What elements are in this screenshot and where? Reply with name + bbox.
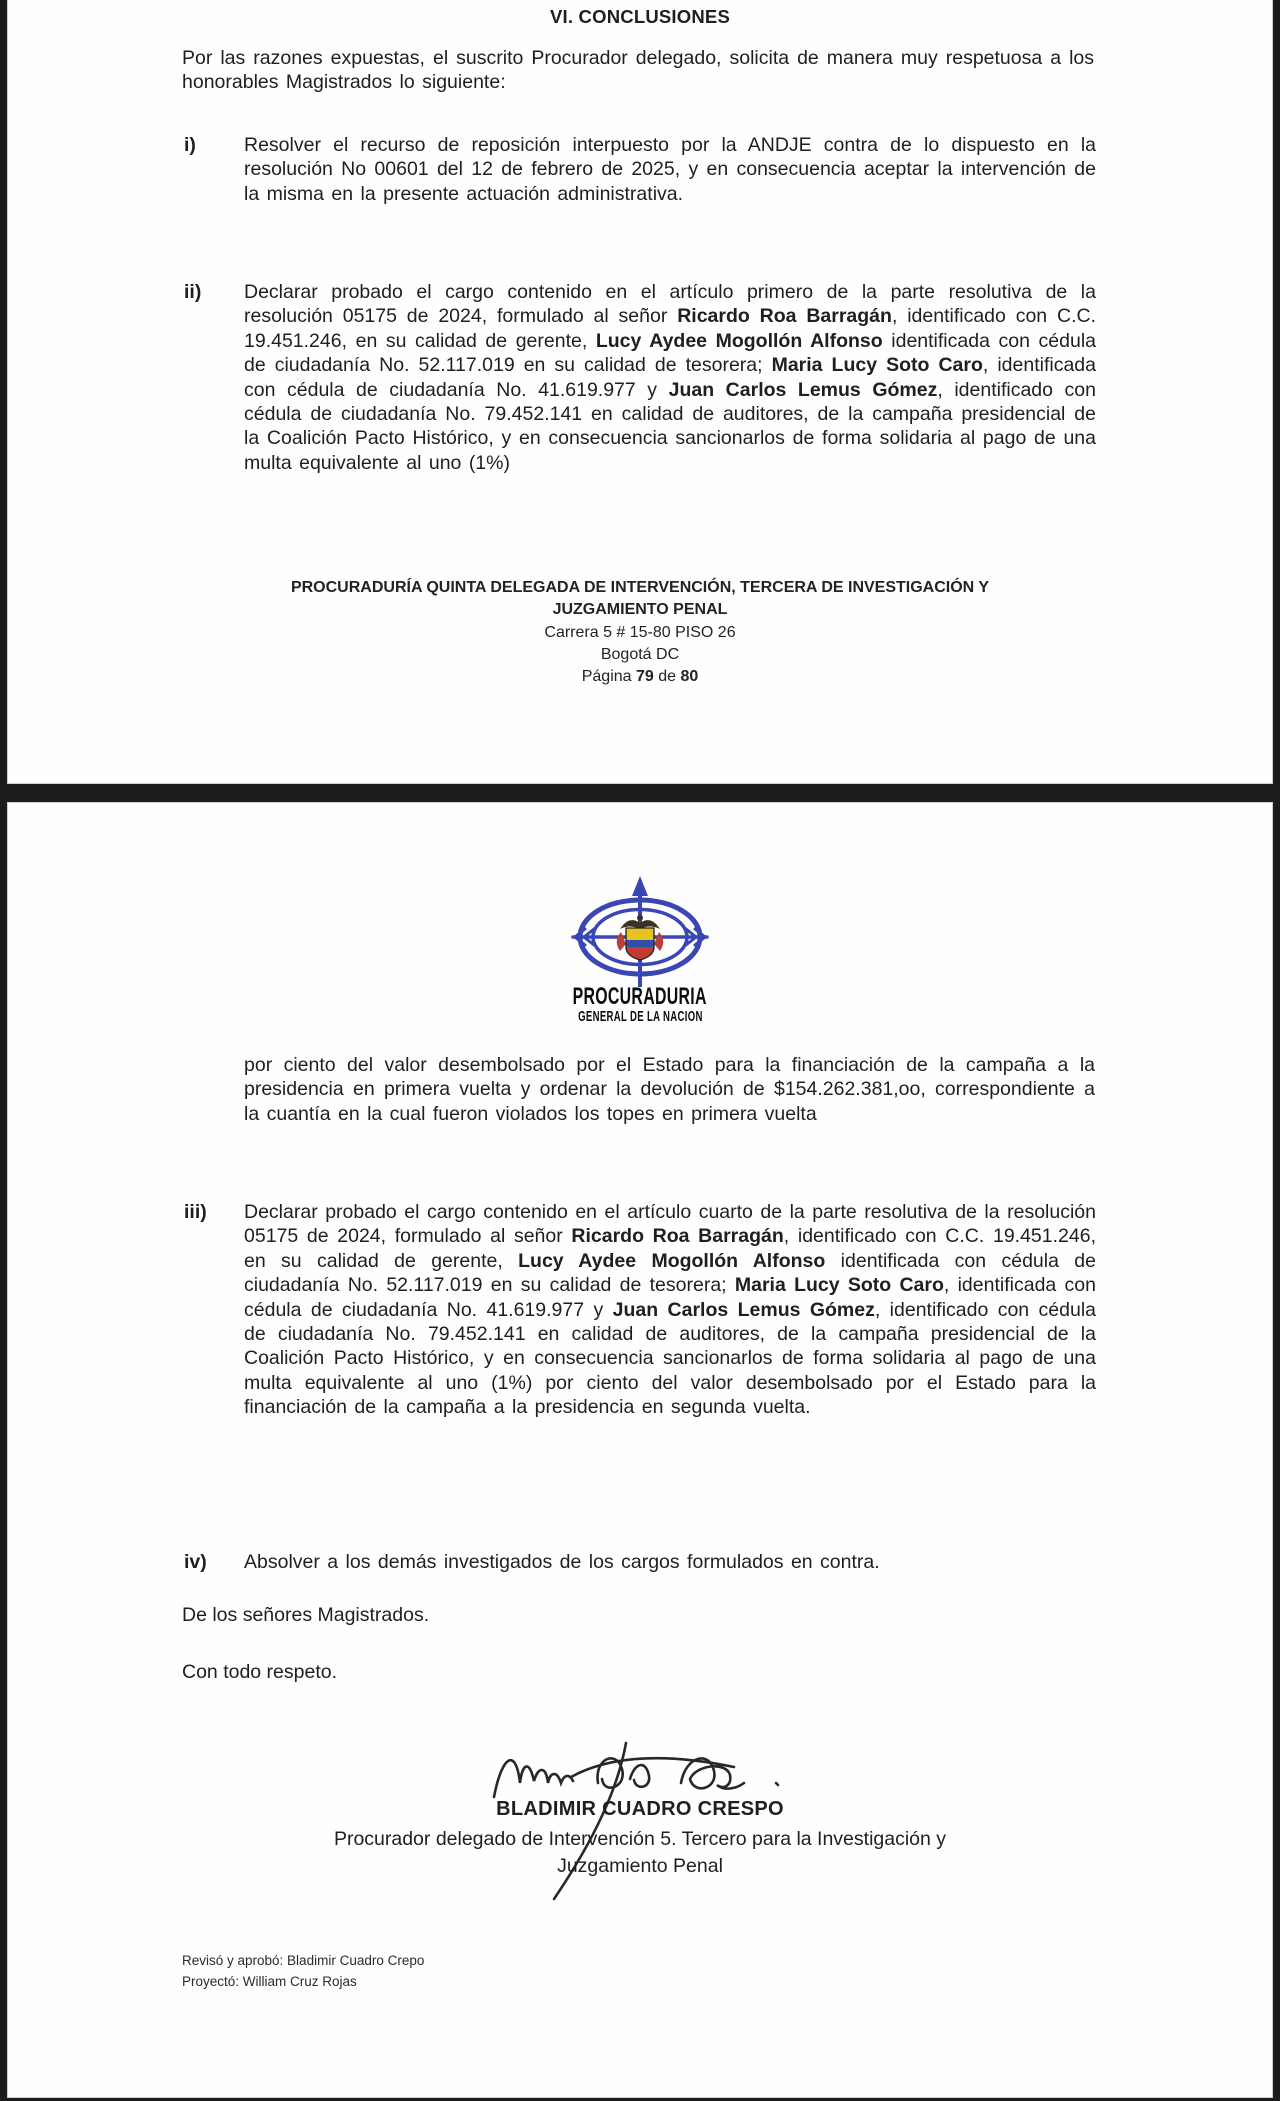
footnote [182,1951,424,1992]
list-item-ii [184,280,1096,475]
closing-respeto: Con todo respeto. [182,1661,338,1683]
intro-paragraph: Por las razones expuestas, el suscrito Procurador delegado, solicita de manera muy respetuosa a los honorables Magistrados lo siguiente: [182,47,1094,94]
list-item-iv-text: Absolver a los demás investigados de los cargos formulados en contra. [244,1551,880,1573]
procuraduria-emblem-icon [570,875,710,987]
footer-address: Carrera 5 # 15-80 PISO 26 [544,623,736,641]
footnote-projected: Proyectó: William Cruz Rojas [182,1973,357,1989]
logo-wordmark-line1-text: PROCURADURIA [572,983,708,1010]
signature-title-line2: Juzgamiento Penal [557,1855,723,1877]
page-number: Página 79 de 80 [581,668,699,686]
footer-office-line1: PROCURADURÍA QUINTA DELEGADA DE INTERVENCIÓN, TERCERA DE INVESTIGACIÓN Y [290,579,990,596]
page1-footer [8,577,1272,688]
footnote-reviewed: Revisó y aprobó: Bladimir Cuadro Crepo [182,1953,425,1968]
list-item-iv-label: iv) [184,1551,207,1573]
logo-wordmark-line2 [8,1009,1272,1025]
footer-office-line2: JUZGAMIENTO PENAL [552,601,728,619]
list-item-iii [184,1200,1096,1420]
signature-name: BLADIMIR CUADRO CRESPO [496,1798,784,1820]
logo-wordmark-line2-text: GENERAL DE LA NACION [577,1009,703,1025]
continuation-paragraph: por ciento del valor desembolsado por el Estado para la financiación de la campaña a la presidencia en primera vuelta y ordenar la devolución de $154.262.381,oo, correspondiente a la cuantía en la cual fueron violados los topes en primera vuelta [244,1054,1095,1125]
list-item-i [184,133,1096,206]
page-2 [8,803,1272,2097]
closing-magistrados: De los señores Magistrados. [182,1604,430,1626]
list-item-i-text: Resolver el recurso de reposición interpuesto por la ANDJE contra de lo dispuesto en la resolución No 00601 del 12 de febrero de 2025, y en consecuencia aceptar la intervención de la misma en la presente actuación administrativa. [244,134,1096,205]
list-item-i-label: i) [184,134,196,156]
conclusions-title: VI. CONCLUSIONES [550,6,730,27]
list-item-iii-text: Declarar probado el cargo contenido en el artículo cuarto de la parte resolutiva de la resolución 05175 de 2024, formulado al señor Ricardo Roa Barragán, identificado con C.C. 19.451.246, en su calidad de gerente, Lucy Aydee Mogollón Alfonso identificada con cédula de ciudadanía No. 52.117.019 en su calidad de tesorera; Maria Lucy Soto Caro, identificada con cédula de ciudadanía No. 41.619.977 y Juan Carlos Lemus Gómez, identificado con cédula de ciudadanía No. 79.452.141 en calidad de auditores, de la campaña presidencial de la Coalición Pacto Histórico, y en consecuencia sancionarlos de forma solidaria al pago de una multa equivalente al uno (1%) por ciento del valor desembolsado por el Estado para la financiación de la campaña a la presidencia en segunda vuelta. [244,1201,1097,1419]
list-item-iii-label: iii) [184,1201,207,1223]
logo-wordmark-line1 [8,983,1272,1011]
list-item-iv [184,1550,1096,1574]
list-item-ii-text: Declarar probado el cargo contenido en el artículo primero de la parte resolutiva de la resolución 05175 de 2024, formulado al señor Ricardo Roa Barragán, identificado con C.C. 19.451.246, en su calidad de gerente, Lucy Aydee Mogollón Alfonso identificada con cédula de ciudadanía No. 52.117.019 en su calidad de tesorera; Maria Lucy Soto Caro, identificada con cédula de ciudadanía No. 41.619.977 y Juan Carlos Lemus Gómez, identificado con cédula de ciudadanía No. 79.452.141 en calidad de auditores, de la campaña presidencial de la Coalición Pacto Histórico, y en consecuencia sancionarlos de forma solidaria al pago de una multa equivalente al uno (1%) [244,281,1096,474]
footer-city: Bogotá DC [600,645,680,663]
page-1 [8,0,1272,783]
list-item-ii-label: ii) [184,281,202,303]
signature-title-line1: Procurador delegado de Intervención 5. Tercero para la Investigación y [333,1828,947,1850]
signature-title [8,1826,1272,1880]
